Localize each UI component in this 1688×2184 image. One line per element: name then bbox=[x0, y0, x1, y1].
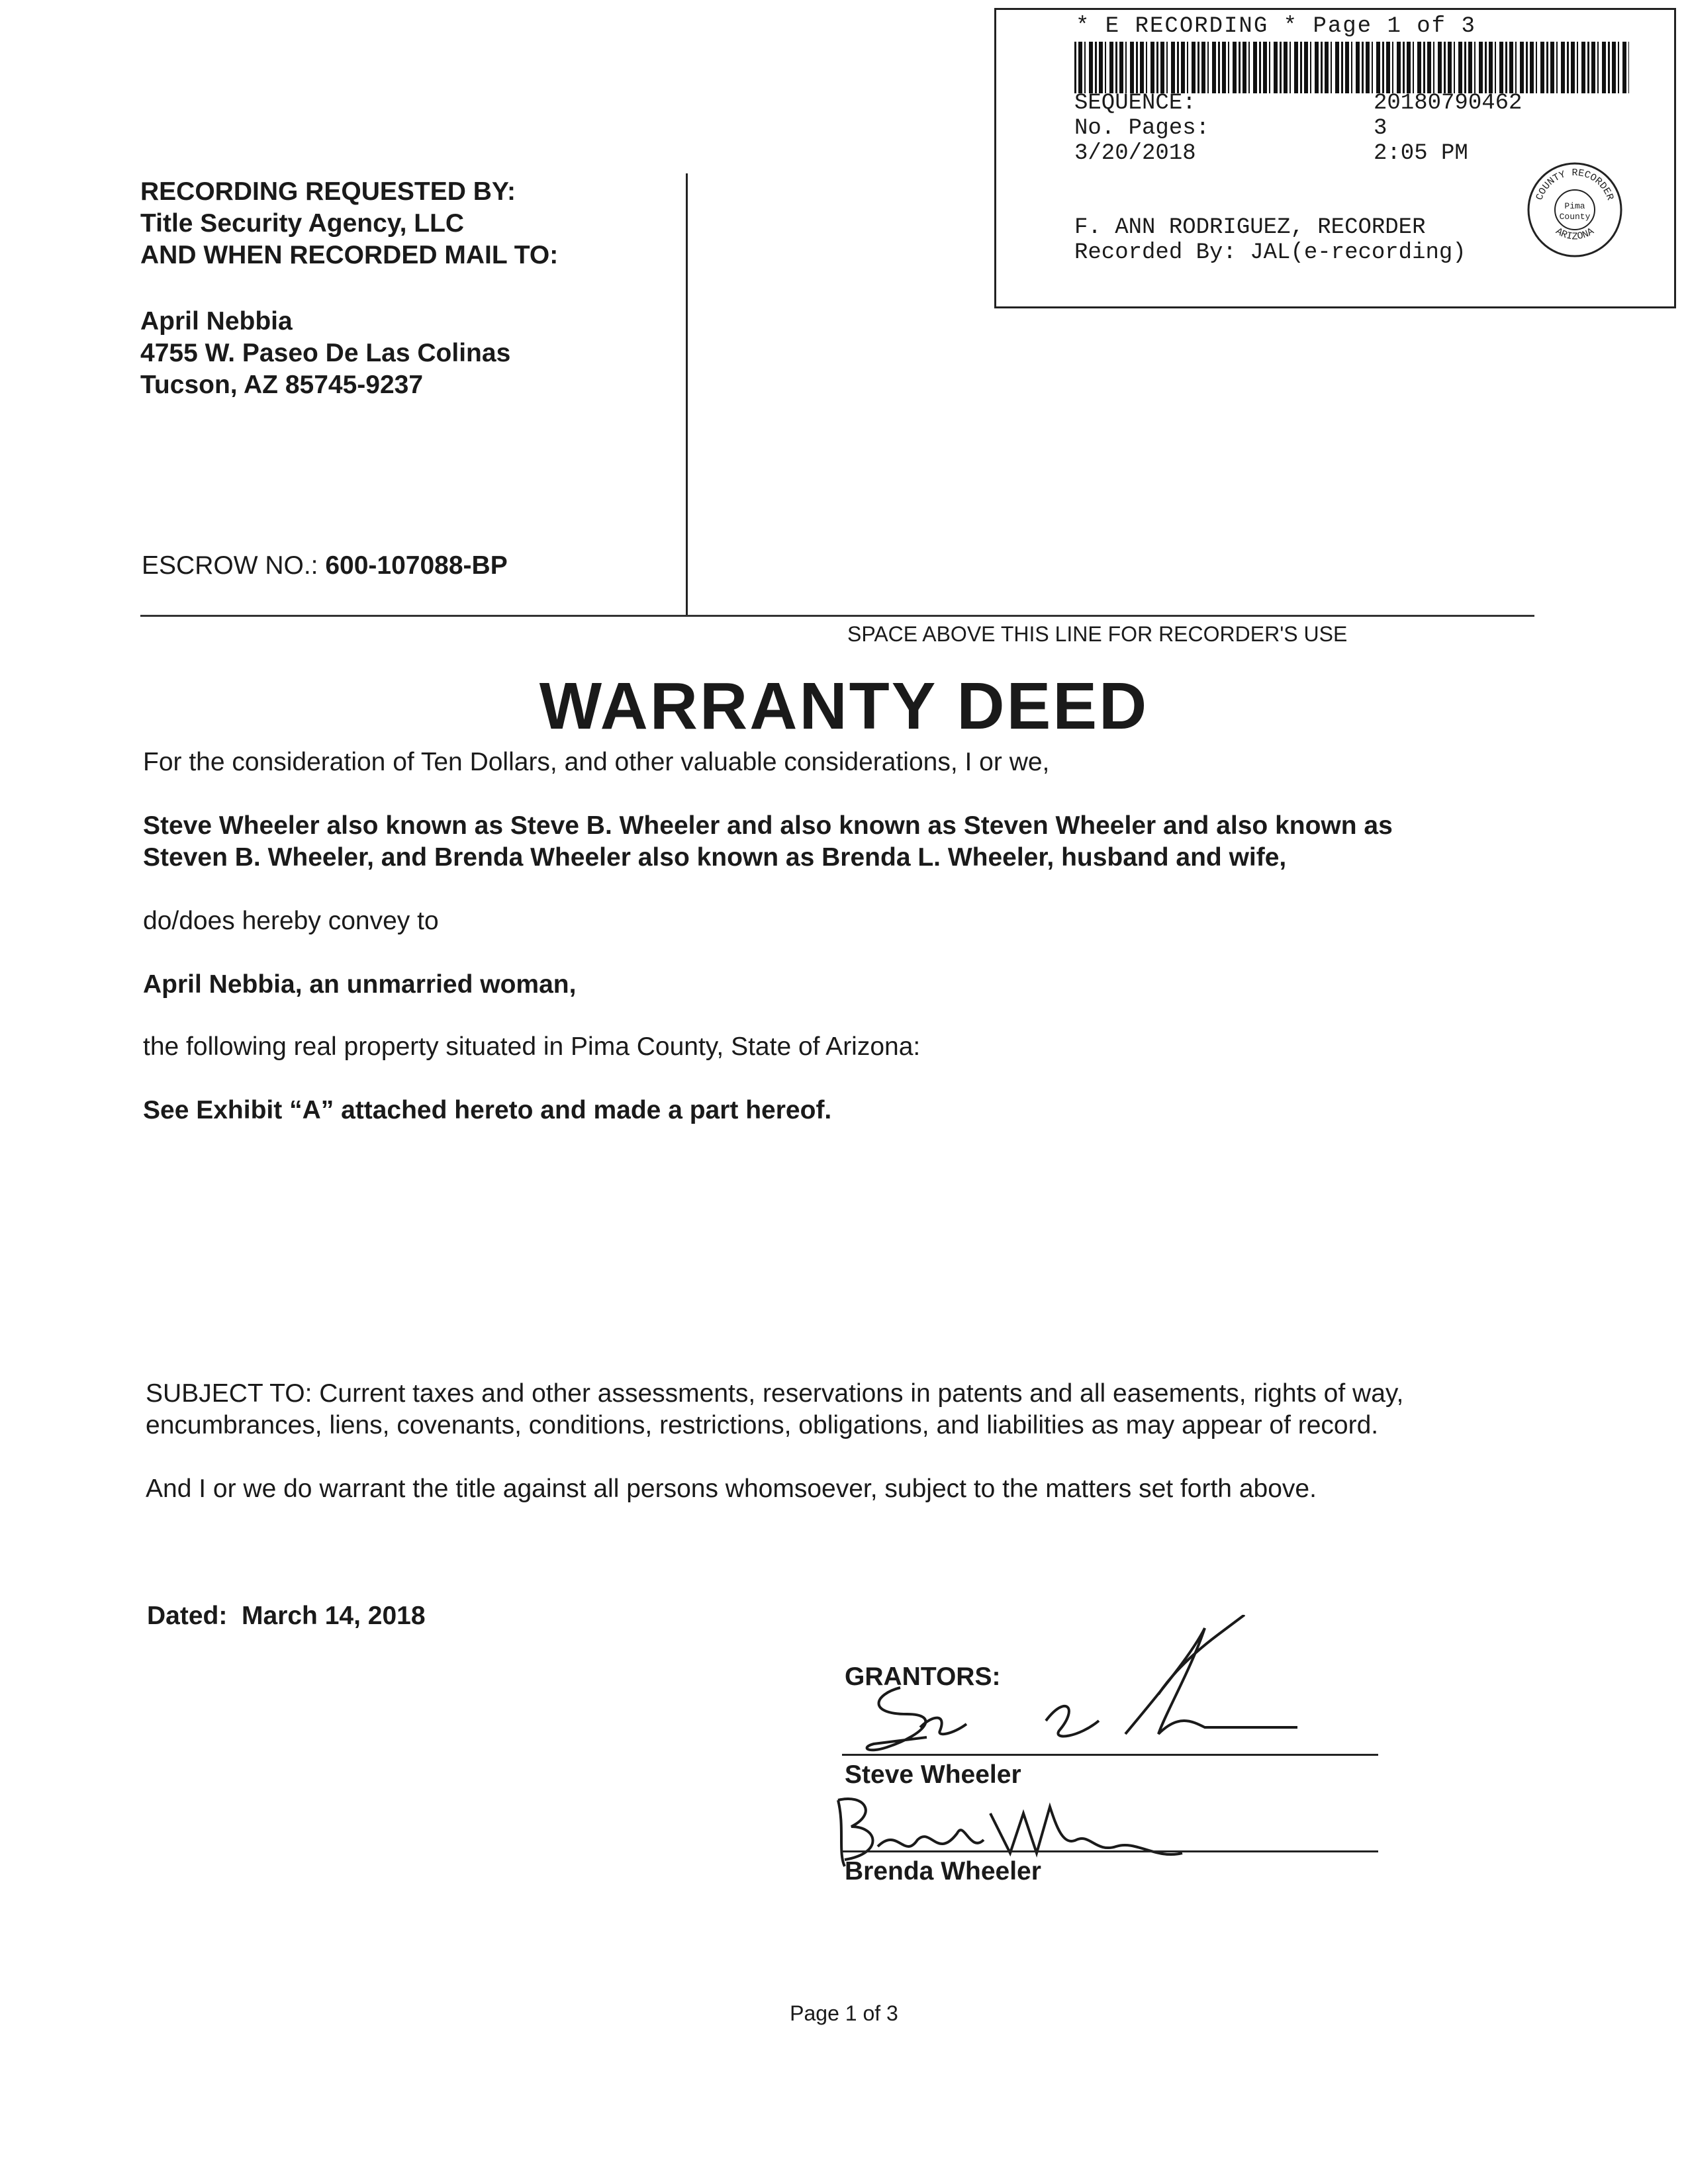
escrow-label: ESCROW NO.: bbox=[142, 551, 318, 580]
recorder-space-line bbox=[140, 615, 1534, 617]
escrow-number bbox=[142, 551, 508, 580]
recorder-use-note: SPACE ABOVE THIS LINE FOR RECORDER'S USE bbox=[847, 622, 1348, 646]
seal-top-text: COUNTY RECORDER bbox=[1534, 167, 1616, 202]
recording-stamp bbox=[994, 8, 1676, 308]
signer-2-name: Brenda Wheeler bbox=[845, 1857, 1041, 1886]
dated-label: Dated: bbox=[147, 1602, 228, 1630]
subject-to-line2: encumbrances, liens, covenants, conditions, restrictions, obligations, and liabilities as may appear of record. bbox=[146, 1411, 1379, 1439]
signature-steve-icon bbox=[847, 1615, 1311, 1767]
recipient-street: 4755 W. Paseo De Las Colinas bbox=[140, 339, 511, 367]
convey-text: do/does hereby convey to bbox=[143, 907, 439, 935]
grantors-text-line1: Steve Wheeler also known as Steve B. Wheeler and also known as Steven Wheeler and also known as bbox=[143, 811, 1393, 840]
pages-value: 3 bbox=[1374, 116, 1387, 141]
page-number: Page 1 of 3 bbox=[790, 2001, 898, 2025]
property-intro-text: the following real property situated in Pima County, State of Arizona: bbox=[143, 1032, 921, 1061]
record-date: 3/20/2018 bbox=[1074, 141, 1196, 166]
county-seal-icon bbox=[1526, 161, 1624, 259]
document-title: WARRANTY DEED bbox=[539, 669, 1149, 743]
seal-bottom-text: ARIZONA bbox=[1553, 226, 1597, 243]
recipient-city: Tucson, AZ 85745-9237 bbox=[140, 371, 424, 399]
recipient-name: April Nebbia bbox=[140, 307, 293, 336]
signature-line-2 bbox=[842, 1850, 1378, 1852]
header-divider-vertical bbox=[686, 173, 688, 617]
barcode bbox=[1074, 42, 1629, 93]
pages-label: No. Pages: bbox=[1074, 116, 1210, 141]
sequence-label: SEQUENCE: bbox=[1074, 91, 1196, 116]
escrow-value: 600-107088-BP bbox=[325, 551, 508, 580]
recorded-by: Recorded By: JAL(e-recording) bbox=[1074, 240, 1466, 265]
dated-line bbox=[147, 1602, 426, 1631]
agency-name: Title Security Agency, LLC bbox=[140, 209, 465, 238]
subject-to-line1: SUBJECT TO: Current taxes and other assessments, reservations in patents and all easements, rights of way, bbox=[146, 1379, 1404, 1408]
signature-line-1 bbox=[842, 1754, 1378, 1756]
sequence-value: 20180790462 bbox=[1374, 91, 1523, 116]
consideration-text: For the consideration of Ten Dollars, and other valuable considerations, I or we, bbox=[143, 748, 1050, 776]
seal-center-1: Pima bbox=[1564, 201, 1585, 211]
exhibit-reference: See Exhibit “A” attached hereto and made a part hereof. bbox=[143, 1096, 832, 1124]
dated-value: March 14, 2018 bbox=[242, 1602, 426, 1630]
record-time: 2:05 PM bbox=[1374, 141, 1468, 166]
stamp-title: * E RECORDING * Page 1 of 3 bbox=[1076, 14, 1476, 39]
grantee-text: April Nebbia, an unmarried woman, bbox=[143, 970, 577, 999]
grantors-text-line2: Steven B. Wheeler, and Brenda Wheeler also known as Brenda L. Wheeler, husband and wife, bbox=[143, 843, 1287, 872]
recorder-name: F. ANN RODRIGUEZ, RECORDER bbox=[1074, 215, 1426, 240]
grantors-label: GRANTORS: bbox=[845, 1662, 1001, 1691]
warranty-text: And I or we do warrant the title against all persons whomsoever, subject to the matters set forth above. bbox=[146, 1475, 1317, 1503]
signer-1-name: Steve Wheeler bbox=[845, 1760, 1021, 1789]
seal-center-2: County bbox=[1559, 212, 1591, 222]
recording-requested-label: RECORDING REQUESTED BY: bbox=[140, 177, 516, 206]
mail-to-label: AND WHEN RECORDED MAIL TO: bbox=[140, 241, 559, 269]
